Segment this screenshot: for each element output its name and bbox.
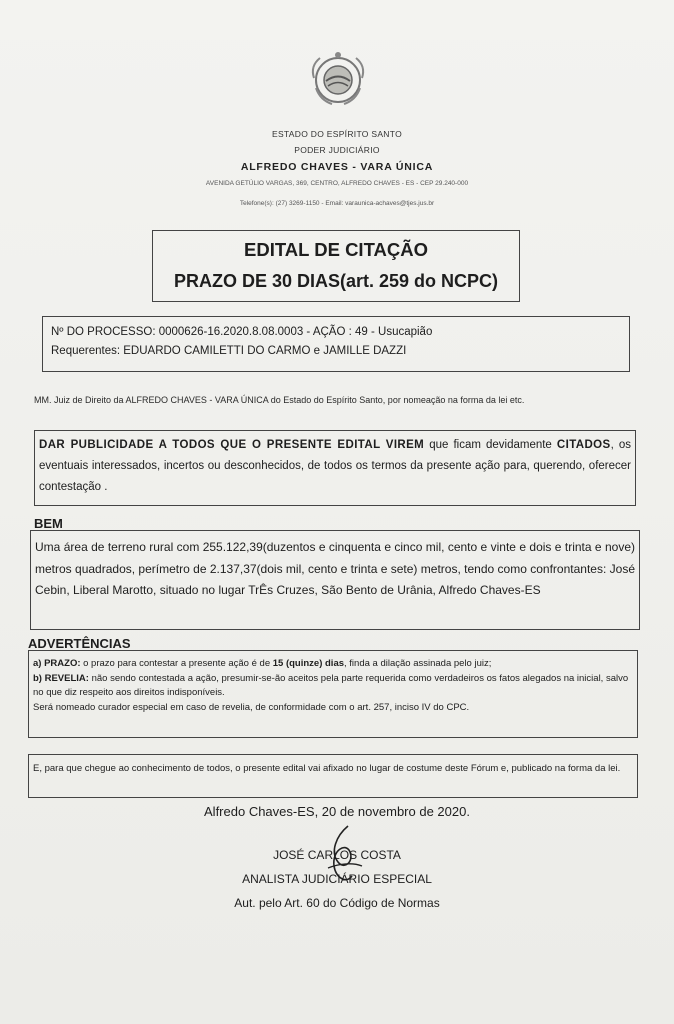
publicity-mid: que ficam devidamente [424,439,557,451]
publicity-cited: CITADOS [556,439,611,451]
advertencias-heading: ADVERTÊNCIAS [28,636,131,651]
publicity-box [34,430,636,506]
intro-paragraph: MM. Juiz de Direito da ALFREDO CHAVES - VARA ÚNICA do Estado do Espírito Santo, por nomeação na forma da lei etc. [34,395,525,405]
coat-of-arms-seal-icon [306,48,370,112]
advertencia-revelia-text: não sendo contestada a ação, presumir-se-ão aceitos pela parte requerida como verdadeiros os fatos alegados na inicial, salvo no que diz respeito aos direitos indisponíveis. [33,672,629,698]
publicity-rest: , os eventuais interessados, incertos ou desconhecidos, de todos os termos da presente ação para, querendo, oferecer contestação . [39,439,631,493]
advertencia-prazo-label: a) PRAZO: [33,658,81,669]
final-note-text: E, para que chegue ao conhecimento de todos, o presente edital vai afixado no lugar de costume deste Fórum e, publicado na forma da lei. [33,763,621,774]
signer-name: JOSÉ CARLOS COSTA [273,848,401,862]
header-state: ESTADO DO ESPÍRITO SANTO [271,129,402,139]
document-title: EDITAL DE CITAÇÃO [244,239,428,260]
document-deadline: PRAZO DE 30 DIAS(art. 259 do NCPC) [173,271,499,291]
advertencia-prazo-end: , finda a dilação assinada pelo juiz; [344,658,492,669]
signer-authorization: Aut. pelo Art. 60 do Código de Normas [234,896,440,910]
process-box [42,316,630,372]
bem-heading: BEM [34,516,63,531]
bem-text: Uma área de terreno rural com 255.122,39(duzentos e cinquenta e cinco mil, cento e vinte e dois e trinta e nove) metros quadrados, perímetro de 2.137,37(dois mil, cento e trinta e sete) metros, tendo como confrontantes: José Cebin, Liberal Marotto, situado no lugar TrÊs Cruzes, São Bento de Urânia, Alfredo Chaves-ES [35,540,635,597]
process-number: Nº DO PROCESSO: 0000626-16.2020.8.08.0003 - AÇÃO : 49 - Usucapião [51,326,433,338]
advertencias-box [28,650,638,738]
bem-box [30,530,640,630]
publicity-lead: DAR PUBLICIDADE A TODOS QUE O PRESENTE EDITAL VIREM [39,439,425,451]
date-line: Alfredo Chaves-ES, 20 de novembro de 2020. [204,804,470,819]
advertencia-revelia-label: b) REVELIA: [33,672,89,684]
process-applicants: Requerentes: EDUARDO CAMILETTI DO CARMO e JAMILLE DAZZI [51,345,407,357]
header-address: AVENIDA GETÚLIO VARGAS, 369, CENTRO, ALFREDO CHAVES - ES - CEP 29.240-000 [205,180,469,187]
final-note-box [28,754,638,798]
advertencia-revelia [33,672,633,701]
header-contact: Telefone(s): (27) 3269-1150 - Email: varaunica-achaves@tjes.jus.br [239,200,435,207]
header-power: PODER JUDICIÁRIO [294,145,380,155]
signer-role: ANALISTA JUDICIÁRIO ESPECIAL [242,872,432,886]
advertencia-curador: Será nomeado curador especial em caso de revelia, de conformidade com o art. 257, inciso IV do CPC. [33,701,470,713]
advertencia-prazo [33,657,633,672]
header-court: ALFREDO CHAVES - VARA ÚNICA [240,161,434,173]
advertencia-prazo-days: 15 (quinze) dias [272,658,345,669]
title-box [152,230,520,302]
advertencia-prazo-text: o prazo para contestar a presente ação é de [80,658,273,669]
